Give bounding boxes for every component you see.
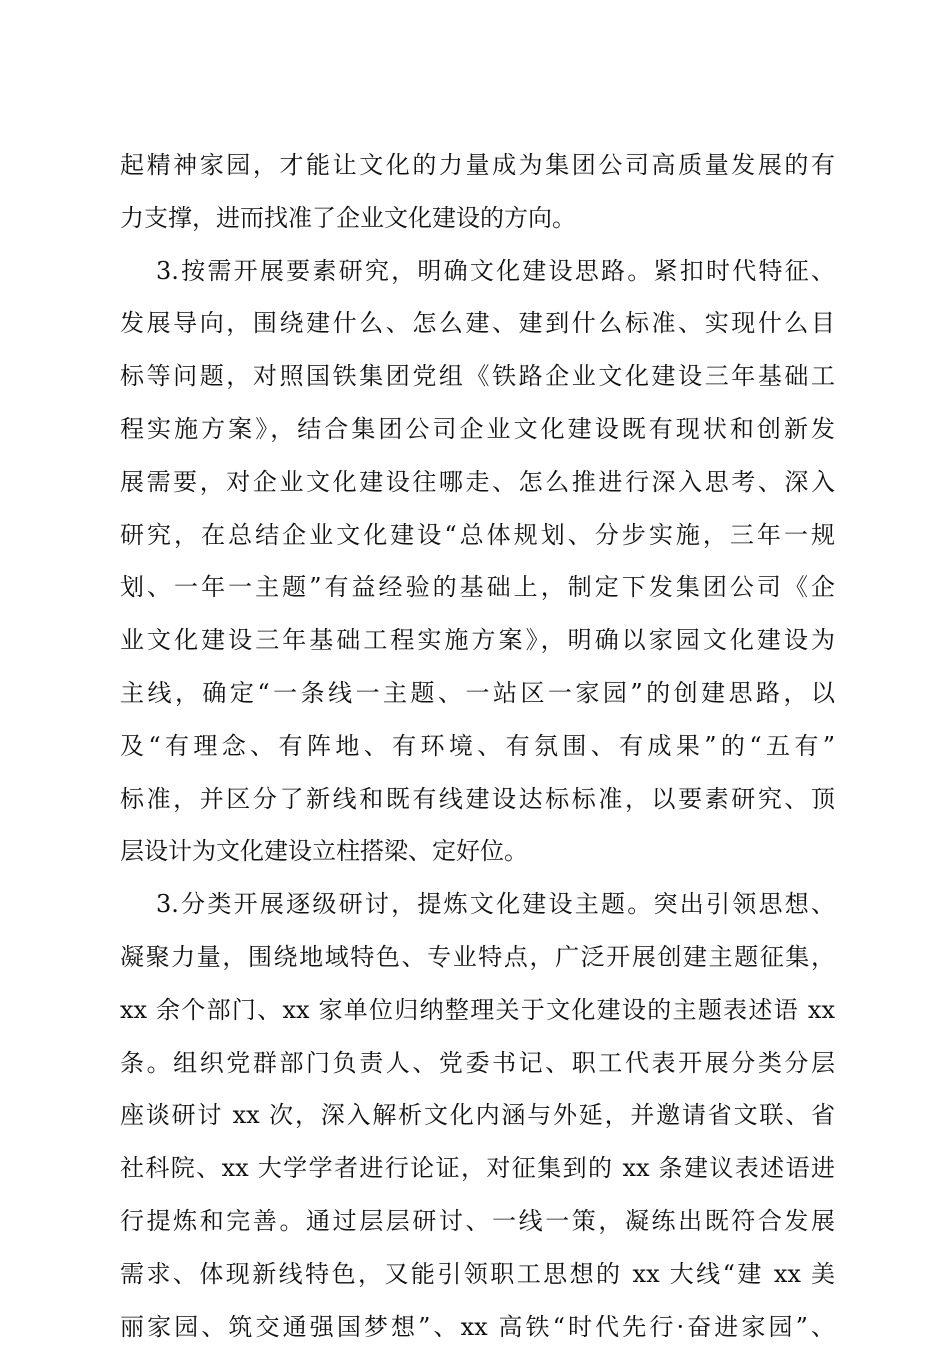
text-line: 起精神家园，才能让文化的力量成为集团公司高质量发展的有 bbox=[120, 151, 835, 179]
text-line: 及“有理念、有阵地、有环境、有氛围、有成果”的“五有” bbox=[120, 731, 835, 760]
text-line: 凝聚力量，围绕地域特色、专业特点，广泛开展创建主题征集， bbox=[120, 942, 835, 971]
text-line: 丽家园、筑交通强国梦想”、xx 高铁“时代先行·奋进家园”、 bbox=[120, 1312, 835, 1341]
text-line: 标等问题，对照国铁集团党组《铁路企业文化建设三年基础工 bbox=[120, 362, 835, 391]
text-line: 层设计为文化建设立柱搭梁、定好位。 bbox=[120, 837, 528, 866]
paragraph-first-line: 3.分类开展逐级研讨，提炼文化建设主题。突出引领思想、 bbox=[156, 890, 835, 919]
text-line: 业文化建设三年基础工程实施方案》，明确以家园文化建设为 bbox=[120, 626, 835, 655]
text-line: 需求、体现新线特色，又能引领职工思想的 xx 大线“建 xx 美 bbox=[120, 1259, 835, 1288]
text-line: xx 余个部门、xx 家单位归纳整理关于文化建设的主题表述语 xx bbox=[120, 995, 835, 1024]
text-line: 展需要，对企业文化建设往哪走、怎么推进行深入思考、深入 bbox=[120, 467, 835, 496]
text-line: 研究，在总结企业文化建设“总体规划、分步实施，三年一规 bbox=[120, 520, 835, 549]
text-line: 座谈研讨 xx 次，深入解析文化内涵与外延，并邀请省文联、省 bbox=[120, 1101, 835, 1130]
text-line: 条。组织党群部门负责人、党委书记、职工代表开展分类分层 bbox=[120, 1048, 835, 1077]
text-line: 力支撑，进而找准了企业文化建设的方向。 bbox=[120, 203, 576, 232]
body-text bbox=[120, 139, 835, 1353]
text-line: 划、一年一主题”有益经验的基础上，制定下发集团公司《企 bbox=[120, 573, 835, 602]
paragraph-first-line: 3.按需开展要素研究，明确文化建设思路。紧扣时代特征、 bbox=[156, 256, 835, 285]
text-line: 程实施方案》，结合集团公司企业文化建设既有现状和创新发 bbox=[120, 414, 835, 443]
text-line: 主线，确定“一条线一主题、一站区一家园”的创建思路，以 bbox=[120, 678, 835, 707]
text-line: 发展导向，围绕建什么、怎么建、建到什么标准、实现什么目 bbox=[120, 309, 835, 338]
text-line: 标准，并区分了新线和既有线建设达标标准，以要素研究、顶 bbox=[120, 784, 835, 813]
text-line: 社科院、xx 大学学者进行论证，对征集到的 xx 条建议表述语进 bbox=[120, 1154, 835, 1183]
text-line: 行提炼和完善。通过层层研讨、一线一策，凝练出既符合发展 bbox=[120, 1206, 835, 1235]
